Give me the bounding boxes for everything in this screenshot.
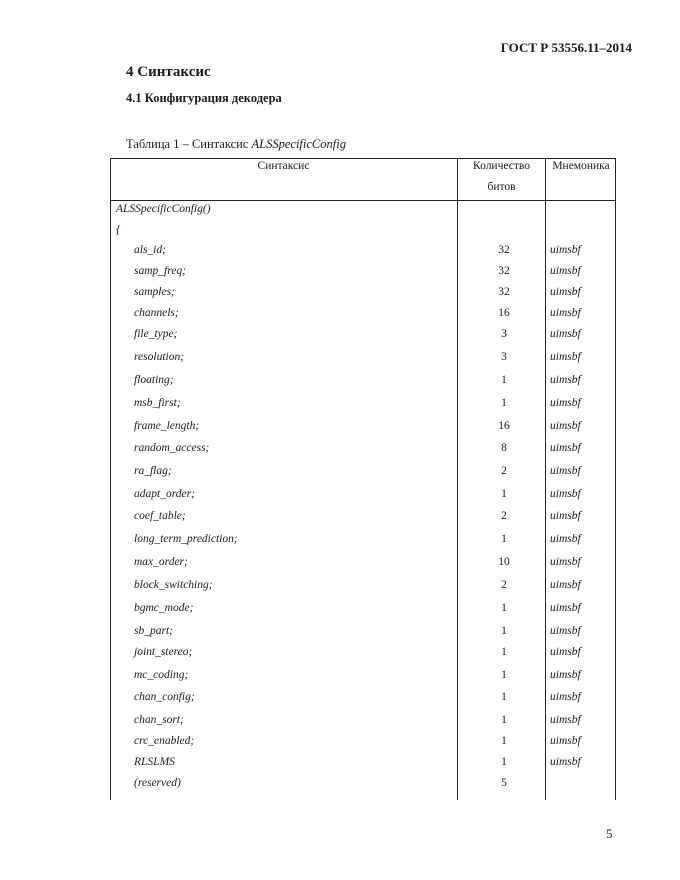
column-header-mnemonic: Мнемоника <box>552 160 610 172</box>
field-mnemonic: uimsbf <box>550 625 581 637</box>
table-row <box>0 442 680 462</box>
field-mnemonic: uimsbf <box>550 328 581 340</box>
table-row <box>0 465 680 485</box>
field-name: RLSLMS <box>134 756 175 768</box>
standard-designation: ГОСТ Р 53556.11–2014 <box>500 40 632 55</box>
field-mnemonic: uimsbf <box>550 465 581 477</box>
field-name: sb_part; <box>134 625 173 637</box>
field-bits: 2 <box>501 579 507 591</box>
column-header-bits-line1: Количество <box>473 160 530 172</box>
field-mnemonic: uimsbf <box>550 735 581 747</box>
table-row <box>0 307 680 327</box>
field-bits: 5 <box>501 777 507 789</box>
field-name: frame_length; <box>134 420 200 432</box>
field-bits: 1 <box>501 735 507 747</box>
field-mnemonic: uimsbf <box>550 602 581 614</box>
table-row <box>0 602 680 622</box>
subsection-title: 4.1 Конфигурация декодера <box>126 91 282 105</box>
field-mnemonic: uimsbf <box>550 244 581 256</box>
field-name: als_id; <box>134 244 166 256</box>
field-bits: 16 <box>498 307 510 319</box>
table-row <box>0 351 680 371</box>
open-brace: { <box>116 224 121 236</box>
field-bits: 1 <box>501 397 507 409</box>
field-name: file_type; <box>134 328 178 340</box>
field-name: adapt_order; <box>134 488 195 500</box>
field-name: resolution; <box>134 351 185 363</box>
field-mnemonic: uimsbf <box>550 397 581 409</box>
field-mnemonic: uimsbf <box>550 691 581 703</box>
field-mnemonic: uimsbf <box>550 646 581 658</box>
field-mnemonic: uimsbf <box>550 533 581 545</box>
field-name: (reserved) <box>134 777 181 789</box>
field-name: crc_enabled; <box>134 735 195 747</box>
field-bits: 1 <box>501 488 507 500</box>
table-row <box>0 328 680 348</box>
field-name: samp_freq; <box>134 265 186 277</box>
field-bits: 1 <box>501 374 507 386</box>
field-mnemonic: uimsbf <box>550 714 581 726</box>
field-name: channels; <box>134 307 179 319</box>
field-mnemonic: uimsbf <box>550 420 581 432</box>
table-row <box>0 286 680 306</box>
table-row <box>0 625 680 645</box>
field-bits: 32 <box>498 265 510 277</box>
table-row <box>0 579 680 599</box>
table-caption-name: ALSSpecificConfig <box>251 137 346 151</box>
field-bits: 32 <box>498 244 510 256</box>
table-row <box>0 646 680 666</box>
column-header-bits-line2: битов <box>487 181 516 193</box>
field-mnemonic: uimsbf <box>550 556 581 568</box>
table-row <box>0 714 680 734</box>
table-caption <box>126 137 346 152</box>
table-row <box>0 265 680 285</box>
table-row <box>0 777 680 797</box>
field-name: floating; <box>134 374 174 386</box>
field-name: block_switching; <box>134 579 213 591</box>
field-bits: 1 <box>501 602 507 614</box>
field-bits: 3 <box>501 351 507 363</box>
field-name: chan_sort; <box>134 714 184 726</box>
field-bits: 8 <box>501 442 507 454</box>
table-row <box>0 756 680 776</box>
field-bits: 1 <box>501 646 507 658</box>
field-name: mc_coding; <box>134 669 189 681</box>
field-name: bgmc_mode; <box>134 602 194 614</box>
function-name: ALSSpecificConfig() <box>116 203 211 215</box>
section-title: 4 Синтаксис <box>126 64 211 80</box>
field-mnemonic: uimsbf <box>550 374 581 386</box>
table-row-function <box>0 203 680 223</box>
table-top-border <box>110 158 616 159</box>
table-row <box>0 244 680 264</box>
field-mnemonic: uimsbf <box>550 265 581 277</box>
table-row <box>0 691 680 711</box>
field-name: samples; <box>134 286 175 298</box>
field-name: msb_first; <box>134 397 181 409</box>
field-bits: 1 <box>501 714 507 726</box>
field-bits: 3 <box>501 328 507 340</box>
field-mnemonic: uimsbf <box>550 307 581 319</box>
field-name: joint_stereo; <box>134 646 193 658</box>
field-mnemonic: uimsbf <box>550 756 581 768</box>
field-name: max_order; <box>134 556 188 568</box>
field-bits: 1 <box>501 625 507 637</box>
field-mnemonic: uimsbf <box>550 351 581 363</box>
page-number: 5 <box>606 826 613 841</box>
field-mnemonic: uimsbf <box>550 488 581 500</box>
table-row <box>0 397 680 417</box>
field-name: coef_table; <box>134 510 186 522</box>
field-bits: 2 <box>501 465 507 477</box>
field-bits: 16 <box>498 420 510 432</box>
field-bits: 1 <box>501 756 507 768</box>
field-name: chan_config; <box>134 691 195 703</box>
table-row <box>0 533 680 553</box>
field-mnemonic: uimsbf <box>550 579 581 591</box>
table-row <box>0 374 680 394</box>
field-name: long_term_prediction; <box>134 533 238 545</box>
table-row <box>0 735 680 755</box>
table-row <box>0 420 680 440</box>
table-header-divider <box>110 200 616 201</box>
table-row <box>0 556 680 576</box>
field-name: random_access; <box>134 442 210 454</box>
field-bits: 2 <box>501 510 507 522</box>
field-bits: 10 <box>498 556 510 568</box>
field-name: ra_flag; <box>134 465 172 477</box>
field-bits: 1 <box>501 691 507 703</box>
field-mnemonic: uimsbf <box>550 669 581 681</box>
table-caption-prefix: Таблица 1 – Синтаксис <box>126 137 252 151</box>
field-bits: 1 <box>501 533 507 545</box>
field-mnemonic: uimsbf <box>550 510 581 522</box>
table-row-brace <box>0 224 680 244</box>
table-row <box>0 510 680 530</box>
table-row <box>0 669 680 689</box>
field-bits: 1 <box>501 669 507 681</box>
field-mnemonic: uimsbf <box>550 286 581 298</box>
column-header-syntax: Синтаксис <box>257 160 310 172</box>
field-bits: 32 <box>498 286 510 298</box>
field-mnemonic: uimsbf <box>550 442 581 454</box>
table-row <box>0 488 680 508</box>
